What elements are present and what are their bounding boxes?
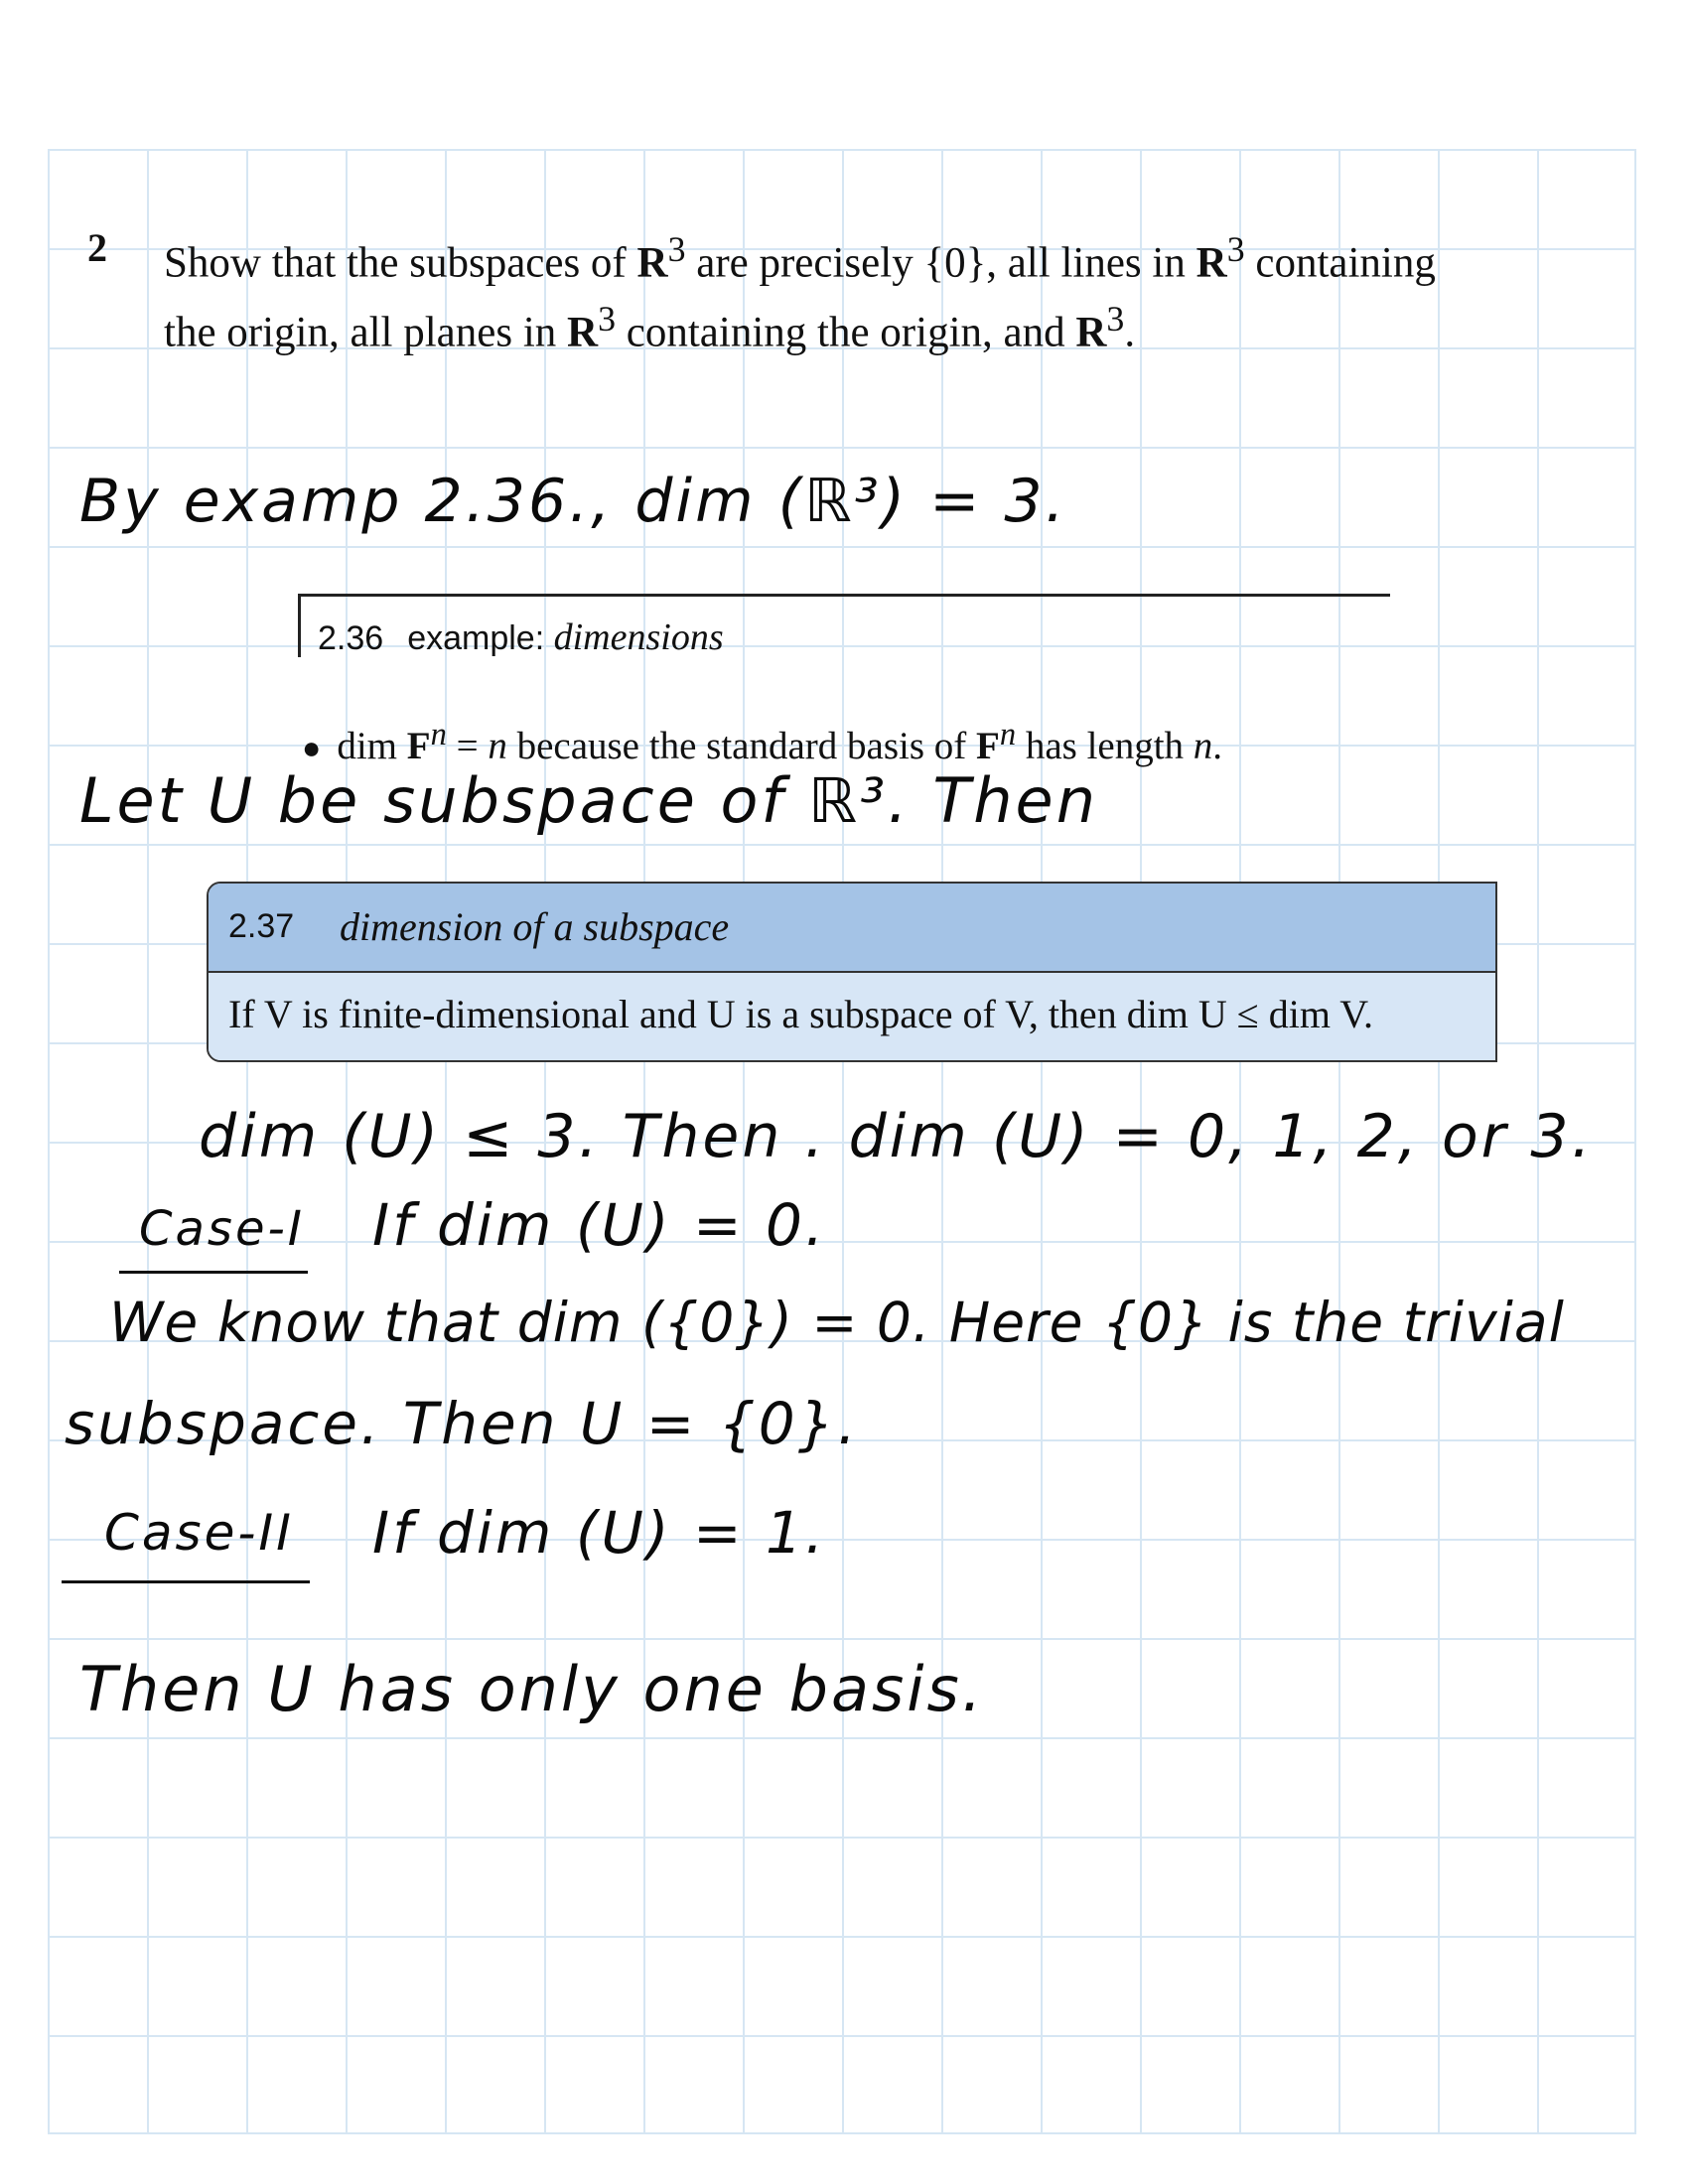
- example-2-36-header: [318, 615, 724, 659]
- handwritten-line-1: By examp 2.36., dim (ℝ³) = 3.: [79, 467, 1067, 536]
- case-1-underline: [119, 1271, 308, 1274]
- handwritten-line-3: dim (U) ≤ 3. Then . dim (U) = 0, 1, 2, or 3.: [199, 1102, 1594, 1171]
- theorem-header: [209, 884, 1495, 973]
- handwritten-line-2: Let U be subspace of ℝ³. Then: [79, 764, 1098, 837]
- theorem-2-37-box: [207, 882, 1497, 1062]
- theorem-body: [209, 973, 1495, 1060]
- handwritten-line-6: subspace. Then U = {0}.: [65, 1390, 859, 1457]
- example-number: 2.36: [318, 619, 384, 657]
- case-2-text: If dim (U) = 1.: [372, 1499, 827, 1567]
- case-2-underline: [62, 1580, 310, 1583]
- case-2-label: Case-II: [104, 1504, 294, 1562]
- case-1-label: Case-I: [139, 1201, 305, 1257]
- example-title: dimensions: [553, 616, 724, 658]
- example-2-36-bullet: ● dim $F^n = n$ because the standard basis of $F^n$ has length n.: [302, 717, 1223, 767]
- theorem-title: dimension of a subspace: [340, 904, 730, 949]
- case-1-text: If dim (U) = 0.: [372, 1191, 827, 1259]
- bullet-icon: ●: [302, 730, 322, 765]
- theorem-number: 2.37: [228, 907, 295, 945]
- theorem-statement: If V is finite-dimensional and U is a subspace of V, then dim U ≤ dim V.: [228, 992, 1373, 1036]
- example-label: example:: [407, 619, 545, 657]
- problem-number: 2: [87, 225, 107, 270]
- handwritten-line-8: Then U has only one basis.: [79, 1653, 985, 1725]
- handwritten-line-5: We know that dim ({0}) = 0. Here {0} is the trivial: [109, 1291, 1565, 1354]
- problem-statement: Show that the subspaces of $R^3$ are precisely {0}, all lines in $R^3$ containing the origin, all planes in $R^3$ containing the origin, and $R^3$.: [164, 229, 1436, 356]
